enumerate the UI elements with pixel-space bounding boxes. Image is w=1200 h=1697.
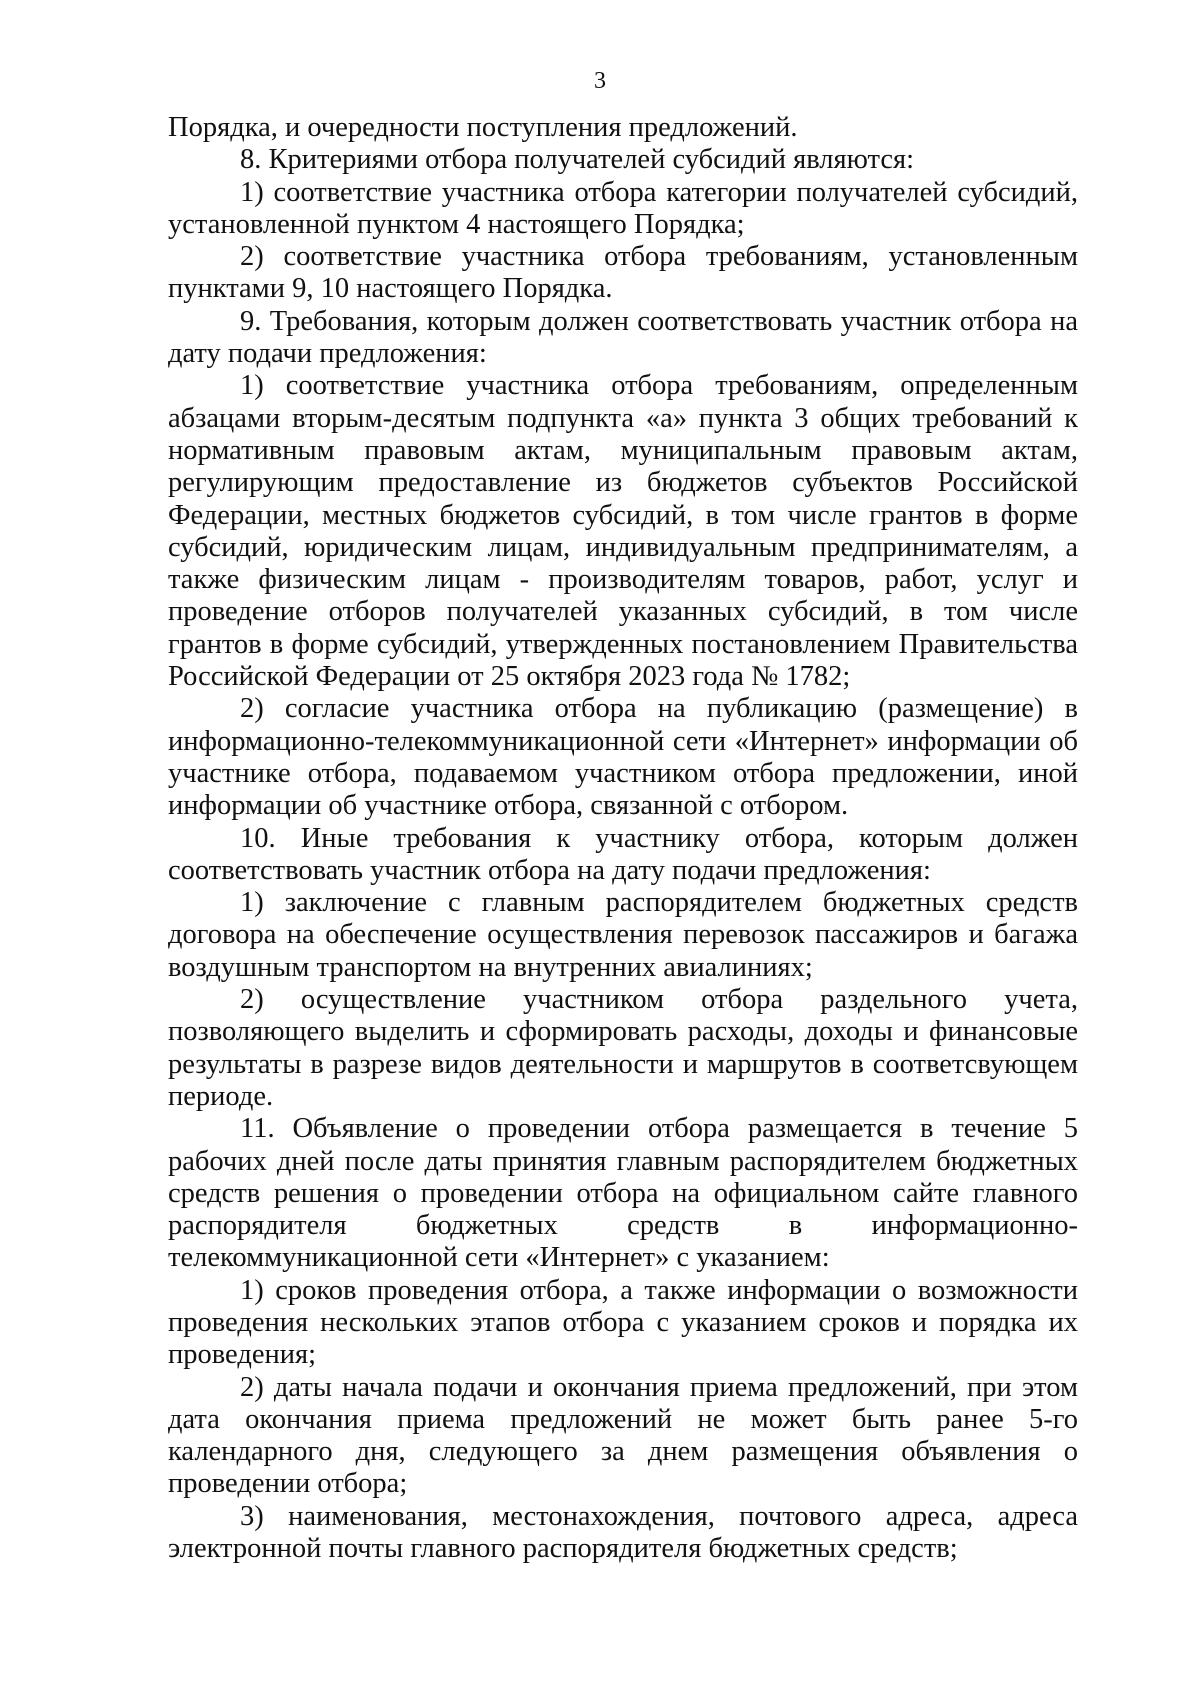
paragraph-11-announcement: 11. Объявление о проведении отбора размещается в течение 5 рабочих дней после даты принятия главным распорядителем бюджетных средств решения о проведении отбора на официальном сайте главного распорядителя бюджетных средств в информационно-телекоммуникационной сети «Интернет» с указанием: xyxy=(168,1113,1078,1274)
paragraph-11-item-2: 2) даты начала подачи и окончания приема предложений, при этом дата окончания приема предложений не может быть ранее 5-го календарного дня, следующего за днем размещения объявления о проведении отбора; xyxy=(168,1371,1078,1500)
paragraph-9-item-1: 1) соответствие участника отбора требованиям, определенным абзацами вторым-десятым подпункта «а» пункта 3 общих требований к нормативным правовым актам, муниципальным правовым актам, регулирующим предоставление из бюджетов субъектов Российской Федерации, местных бюджетов субсидий, в том числе грантов в форме субсидий, юридическим лицам, индивидуальным предпринимателям, а также физическим лицам - производителям товаров, работ, услуг и проведение отборов получателей указанных субсидий, в том числе грантов в форме субсидий, утвержденных постановлением Правительства Российской Федерации от 25 октября 2023 года № 1782; xyxy=(168,370,1078,693)
paragraph-10-item-1: 1) заключение с главным распорядителем бюджетных средств договора на обеспечение осуществления перевозок пассажиров и багажа воздушным транспортом на внутренних авиалиниях; xyxy=(168,887,1078,983)
paragraph-11-item-1: 1) сроков проведения отбора, а также информации о возможности проведения нескольких этапов отбора с указанием сроков и порядка их проведения; xyxy=(168,1274,1078,1371)
page-number: 3 xyxy=(594,68,606,94)
paragraph-8-item-2: 2) соответствие участника отбора требованиям, установленным пунктами 9, 10 настоящего Порядка. xyxy=(168,241,1078,305)
document-body xyxy=(168,112,1078,1565)
paragraph-10-other-requirements: 10. Иные требования к участнику отбора, которым должен соответствовать участник отбора на дату подачи предложения: xyxy=(168,822,1078,886)
paragraph-10-item-2: 2) осуществление участником отбора раздельного учета, позволяющего выделить и сформировать расходы, доходы и финансовые результаты в разрезе видов деятельности и маршрутов в соответсвующем периоде. xyxy=(168,984,1078,1112)
paragraph-9-item-2: 2) согласие участника отбора на публикацию (размещение) в информационно-телекоммуникационной сети «Интернет» информации об участнике отбора, подаваемом участником отбора предложении, иной информации об участнике отбора, связанной с отбором. xyxy=(168,693,1078,822)
paragraph-8-criteria: 8. Критериями отбора получателей субсидий являются: xyxy=(240,144,915,176)
paragraph-8-item-1: 1) соответствие участника отбора категории получателей субсидий, установленной пунктом 4 настоящего Порядка; xyxy=(168,176,1078,240)
paragraph-11-item-3: 3) наименования, местонахождения, почтового адреса, адреса электронной почты главного распорядителя бюджетных средств; xyxy=(168,1500,1078,1565)
paragraph-9-requirements: 9. Требования, которым должен соответствовать участник отбора на дату подачи предложения: xyxy=(168,305,1078,370)
paragraph-continuation: Порядка, и очередности поступления предложений. xyxy=(168,112,798,143)
